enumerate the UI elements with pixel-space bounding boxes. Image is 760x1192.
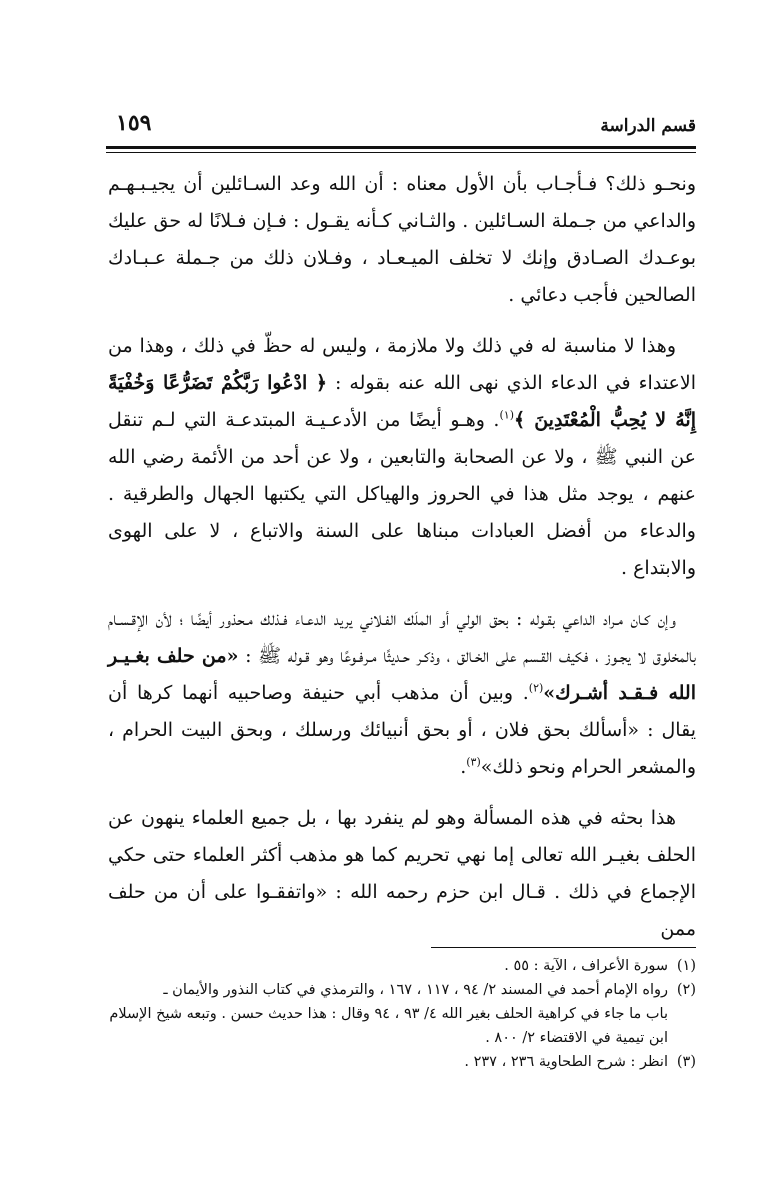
footnote-1-number: (١) — [676, 958, 696, 974]
footnote-2-number: (٢) — [676, 982, 696, 998]
paragraph-3-rest: . وبين أن مذهب أبي حنيفة وصاحبيه أنهما كرها أن يقال : «أسألك بحق فلان ، أو بحق أنبيائك ورسلك ، وبحق البيت الحرام ، والمشعر الحرام ونحو ذلك» — [108, 682, 696, 778]
page-header — [106, 110, 696, 140]
footnote-ref-1: (١) — [499, 408, 514, 422]
footnote-2-continued: باب ما جاء في كراهية الحلف بغير الله ٤/ ٩٣ ، ٩٤ وقال : هذا حديث حسن . وتبعه شيخ الإسلام ابن تيمية في الاقتضاء ٢/ ٨٠٠ . — [109, 1006, 668, 1046]
footnotes — [106, 954, 696, 1074]
paragraph-3-intro: وإن كـان مـراد الداعي بقـوله : بحق الولي أو الملَك الفـلاني يريد الدعـاء فـذلك مـحذور أيضًا ؛ لأن الإقـسـام بالمخلوق لا يجـوز ، فكيف القـسم على الخـالق ، وذكـر حـديثًا مـرفـوعًا وهو قـوله ﷺ : — [108, 608, 696, 667]
header-rule-thin — [106, 152, 696, 153]
footnote-ref-2: (٢) — [528, 681, 544, 695]
footnote-ref-3: (٣) — [466, 755, 481, 769]
footnote-2 — [106, 978, 696, 1002]
footnote-1 — [106, 954, 696, 978]
quran-verse: ﴿ ادْعُوا رَبَّكُمْ تَضَرُّعًا وَخُفْيَةً إِنَّهُ لا يُحِبُّ الْمُعْتَدِينَ ﴾ — [108, 372, 696, 431]
paragraph-2-intro: وهذا لا مناسبة له في ذلك ولا ملازمة ، وليس له حظّ في ذلك ، وهذا من الاعتداء في الدعاء الذي نهى الله عنه بقوله : — [108, 335, 696, 394]
hadith-quote: «من حلف بغـيـر الله فـقـد أشـرك» — [108, 645, 696, 704]
running-title: قسم الدراسة — [600, 116, 696, 136]
footnote-1-text: سورة الأعراف ، الآية : ٥٥ . — [504, 958, 668, 974]
paragraph-3 — [108, 601, 696, 786]
main-text — [108, 166, 696, 962]
footnote-3 — [106, 1050, 696, 1074]
footnote-3-number: (٣) — [676, 1054, 696, 1070]
header-rule-thick — [106, 146, 696, 149]
paragraph-2 — [108, 328, 696, 587]
footnote-2-text: رواه الإمام أحمد في المسند ٢/ ٩٤ ، ١١٧ ، ١٦٧ ، والترمذي في كتاب النذور والأيمان ـ — [163, 982, 668, 998]
footnote-3-text: انظر : شرح الطحاوية ٢٣٦ ، ٢٣٧ . — [464, 1054, 668, 1070]
page-number: ١٥٩ — [116, 110, 152, 136]
paragraph-3-end: . — [460, 756, 467, 778]
footnote-separator — [431, 947, 696, 948]
paragraph-4: هذا بحثه في هذه المسألة وهو لم ينفرد بها ، بل جميع العلماء ينهون عن الحلف بغيـر الله تعالى إما نهي تحريم كما هو مذهب أكثر العلماء حتى حكي الإجماع في ذلك . قـال ابن حزم رحمه الله : «واتفقـوا على أن من حلف ممن — [108, 807, 696, 940]
paragraph-2-rest: . وهـو أيضًا من الأدعـيـة المبتدعـة التي لـم تنقل عن النبي ﷺ ، ولا عن الصحابة والتابعين ، ولا عن أحد من الأئمة رضي الله عنهم ، يوجد مثل هذا في الحروز والهياكل التي يكتبها الجهال والطرقية . والدعاء من أفضل العبادات مبناها على السنة والاتباع ، لا على الهوى والابتداع . — [108, 409, 696, 579]
paragraph-1: ونحـو ذلك؟ فـأجـاب بأن الأول معناه : أن الله وعد السـائلين أن يجيـبـهـم والداعي من جـملة السـائلين . والثـاني كـأنه يقـول : فـإن فـلانًا له حق عليك بوعـدك الصـادق وإنك لا تخلف الميـعـاد ، وفـلان ذلك من جـملة عـبـادك الصالحين فأجب دعائي . — [108, 173, 696, 306]
